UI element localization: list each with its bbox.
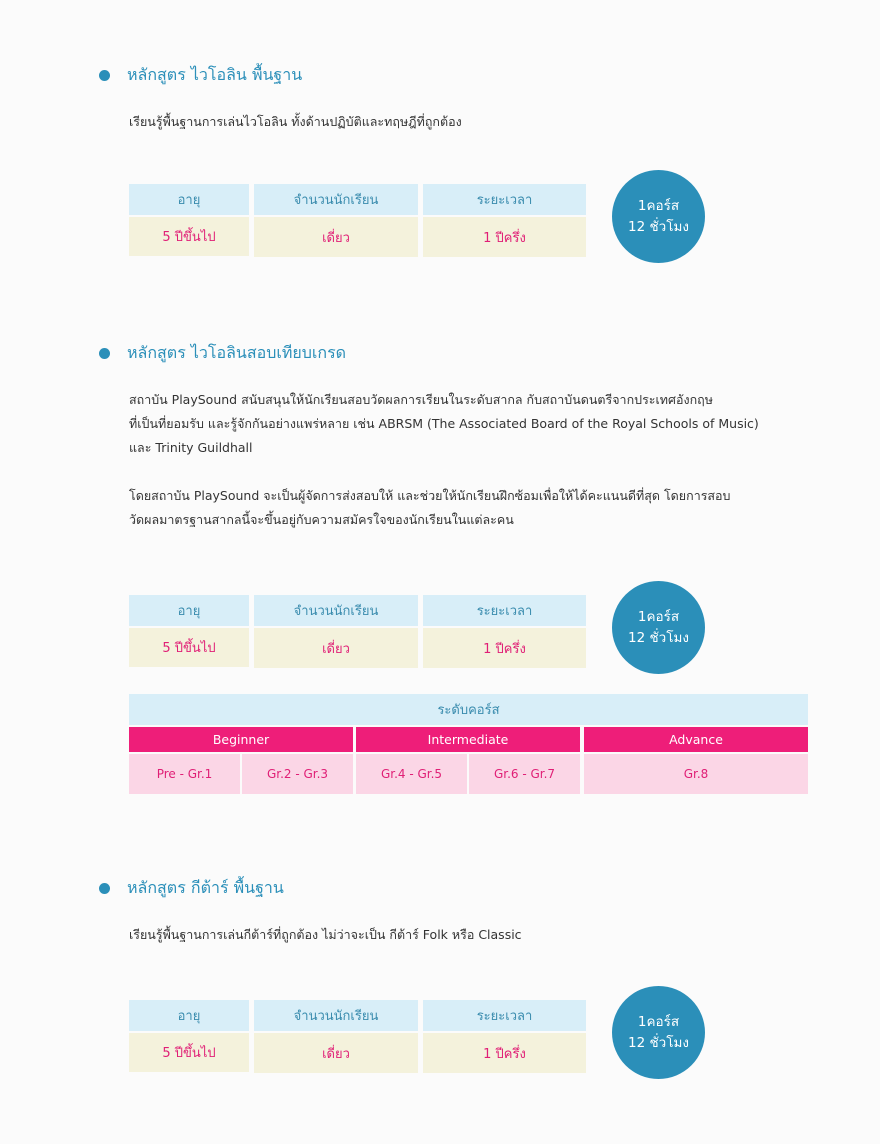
- grade-gr2-gr3: Gr.2 - Gr.3: [242, 754, 353, 794]
- students-value: เดี่ยว: [254, 628, 418, 668]
- badge-line-2: 12 ชั่วโมง: [628, 218, 689, 235]
- students-label: จำนวนนักเรียน: [254, 595, 418, 626]
- course-description-line-4: โดยสถาบัน PlaySound จะเป็นผู้จัดการส่งสอบให้ และช่วยให้นักเรียนฝึกซ้อมเพื่อให้ได้คะแนนดีที่สุด โดยการสอบ: [129, 488, 731, 503]
- age-label: อายุ: [129, 1000, 249, 1031]
- level-intermediate: Intermediate: [356, 727, 580, 752]
- age-label: อายุ: [129, 184, 249, 215]
- course-heading: [99, 876, 284, 900]
- grade-gr4-gr5: Gr.4 - Gr.5: [356, 754, 467, 794]
- grade-gr8: Gr.8: [584, 754, 808, 794]
- course-title: หลักสูตร ไวโอลินสอบเทียบเกรด: [127, 342, 347, 362]
- students-value: เดี่ยว: [254, 217, 418, 257]
- bullet-icon: [99, 70, 110, 81]
- age-value: 5 ปีขึ้นไป: [129, 217, 249, 256]
- bullet-icon: [99, 883, 110, 894]
- grade-pre-gr1: Pre - Gr.1: [129, 754, 240, 794]
- grade-gr6-gr7: Gr.6 - Gr.7: [469, 754, 580, 794]
- age-value: 5 ปีขึ้นไป: [129, 1033, 249, 1072]
- badge-line-1: 1คอร์ส: [637, 1013, 680, 1030]
- duration-label: ระยะเวลา: [423, 595, 586, 626]
- duration-label: ระยะเวลา: [423, 184, 586, 215]
- course-title: หลักสูตร ไวโอลิน พื้นฐาน: [127, 64, 303, 84]
- course-heading: [99, 63, 302, 87]
- age-label: อายุ: [129, 595, 249, 626]
- duration-value: 1 ปีครึ่ง: [423, 628, 586, 668]
- course-level-title: ระดับคอร์ส: [129, 694, 808, 725]
- course-description-line-5: วัดผลมาตรฐานสากลนี้จะขึ้นอยู่กับความสมัครใจของนักเรียนในแต่ละคน: [129, 512, 514, 527]
- level-advance: Advance: [584, 727, 808, 752]
- course-description: เรียนรู้พื้นฐานการเล่นกีต้าร์ที่ถูกต้อง ไม่ว่าจะเป็น กีต้าร์ Folk หรือ Classic: [129, 927, 522, 942]
- badge-line-2: 12 ชั่วโมง: [628, 629, 689, 646]
- bullet-icon: [99, 348, 110, 359]
- course-heading: [99, 341, 346, 365]
- students-label: จำนวนนักเรียน: [254, 1000, 418, 1031]
- duration-label: ระยะเวลา: [423, 1000, 586, 1031]
- students-label: จำนวนนักเรียน: [254, 184, 418, 215]
- course-badge: [612, 986, 705, 1079]
- badge-line-1: 1คอร์ส: [637, 197, 680, 214]
- course-description-line-3: และ Trinity Guildhall: [129, 440, 253, 455]
- course-title: หลักสูตร กีต้าร์ พื้นฐาน: [127, 877, 284, 897]
- level-beginner: Beginner: [129, 727, 353, 752]
- course-badge: [612, 170, 705, 263]
- duration-value: 1 ปีครึ่ง: [423, 217, 586, 257]
- badge-line-1: 1คอร์ส: [637, 608, 680, 625]
- badge-line-2: 12 ชั่วโมง: [628, 1034, 689, 1051]
- course-description-line-1: สถาบัน PlaySound สนับสนุนให้นักเรียนสอบวัดผลการเรียนในระดับสากล กับสถาบันดนตรีจากประเทศอังกฤษ: [129, 392, 713, 407]
- course-badge: [612, 581, 705, 674]
- course-description-line-2: ที่เป็นที่ยอมรับ และรู้จักกันอย่างแพร่หลาย เช่น ABRSM (The Associated Board of the Royal Schools of Music): [129, 416, 759, 431]
- students-value: เดี่ยว: [254, 1033, 418, 1073]
- duration-value: 1 ปีครึ่ง: [423, 1033, 586, 1073]
- course-description: เรียนรู้พื้นฐานการเล่นไวโอลิน ทั้งด้านปฏิบัติและทฤษฎีที่ถูกต้อง: [129, 114, 462, 129]
- age-value: 5 ปีขึ้นไป: [129, 628, 249, 667]
